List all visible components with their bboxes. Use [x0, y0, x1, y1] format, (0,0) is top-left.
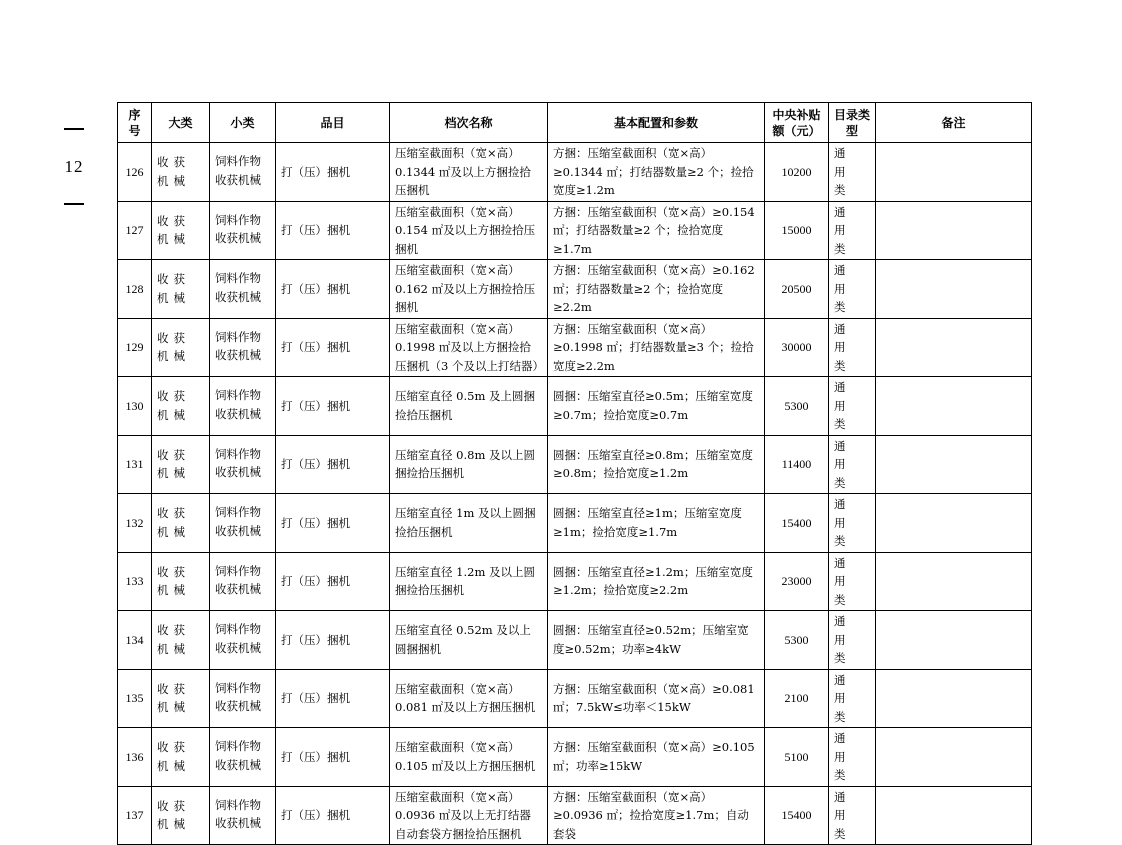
row-category: 收获机械 [152, 552, 210, 611]
row-number: 128 [118, 260, 152, 319]
table-row [118, 611, 1032, 670]
row-category: 收获机械 [152, 260, 210, 319]
row-subcategory: 饲料作物收获机械 [210, 611, 276, 670]
row-number: 137 [118, 786, 152, 845]
row-type: 通用类 [829, 611, 876, 670]
table-row [118, 669, 1032, 728]
row-grade-name: 压缩室截面积（宽×高）0.162 ㎡及以上方捆捡拾压捆机 [390, 260, 548, 319]
row-params: 圆捆：压缩室直径≥1m；压缩室宽度≥1m；捡拾宽度≥1.7m [548, 494, 765, 553]
row-subsidy: 15400 [765, 494, 829, 553]
row-note [876, 260, 1032, 319]
row-item: 打（压）捆机 [276, 552, 390, 611]
row-grade-name: 压缩室直径 1m 及以上圆捆捡拾压捆机 [390, 494, 548, 553]
row-subsidy: 23000 [765, 552, 829, 611]
subsidy-table [117, 102, 1032, 845]
row-params: 圆捆：压缩室直径≥0.8m；压缩室宽度≥0.8m；捡拾宽度≥1.2m [548, 435, 765, 494]
row-number: 130 [118, 377, 152, 436]
row-subcategory: 饲料作物收获机械 [210, 143, 276, 202]
table-row [118, 728, 1032, 787]
page-number-dash-bottom [64, 203, 84, 205]
header-grade-name: 档次名称 [390, 103, 548, 143]
header-subcategory: 小类 [210, 103, 276, 143]
row-category: 收获机械 [152, 201, 210, 260]
row-subcategory: 饲料作物收获机械 [210, 786, 276, 845]
table-row [118, 143, 1032, 202]
table-row [118, 260, 1032, 319]
row-type: 通用类 [829, 669, 876, 728]
row-number: 133 [118, 552, 152, 611]
row-type: 通用类 [829, 260, 876, 319]
row-category: 收获机械 [152, 318, 210, 377]
row-note [876, 435, 1032, 494]
row-item: 打（压）捆机 [276, 786, 390, 845]
row-grade-name: 压缩室截面积（宽×高）0.105 ㎡及以上方捆压捆机 [390, 728, 548, 787]
row-note [876, 494, 1032, 553]
row-subcategory: 饲料作物收获机械 [210, 669, 276, 728]
row-type: 通用类 [829, 494, 876, 553]
row-params: 方捆：压缩室截面积（宽×高）≥0.162 ㎡；打结器数量≥2 个；捡拾宽度≥2.2m [548, 260, 765, 319]
row-category: 收获机械 [152, 669, 210, 728]
row-note [876, 728, 1032, 787]
header-no: 序号 [118, 103, 152, 143]
table-row [118, 552, 1032, 611]
row-subsidy: 5100 [765, 728, 829, 787]
row-params: 圆捆：压缩室直径≥0.5m；压缩室宽度≥0.7m；捡拾宽度≥0.7m [548, 377, 765, 436]
page-number [54, 128, 94, 205]
row-grade-name: 压缩室截面积（宽×高）0.1344 ㎡及以上方捆捡拾压捆机 [390, 143, 548, 202]
row-item: 打（压）捆机 [276, 260, 390, 319]
header-subsidy: 中央补贴额（元） [765, 103, 829, 143]
row-subcategory: 饲料作物收获机械 [210, 494, 276, 553]
row-grade-name: 压缩室截面积（宽×高）0.0936 ㎡及以上无打结器自动套袋方捆捡拾压捆机 [390, 786, 548, 845]
row-subsidy: 11400 [765, 435, 829, 494]
row-number: 131 [118, 435, 152, 494]
row-item: 打（压）捆机 [276, 201, 390, 260]
row-subsidy: 2100 [765, 669, 829, 728]
row-note [876, 201, 1032, 260]
row-item: 打（压）捆机 [276, 669, 390, 728]
table-row [118, 201, 1032, 260]
row-type: 通用类 [829, 728, 876, 787]
row-type: 通用类 [829, 201, 876, 260]
row-note [876, 143, 1032, 202]
row-item: 打（压）捆机 [276, 494, 390, 553]
row-note [876, 552, 1032, 611]
header-item: 品目 [276, 103, 390, 143]
row-params: 方捆：压缩室截面积（宽×高）≥0.105 ㎡；功率≥15kW [548, 728, 765, 787]
row-number: 127 [118, 201, 152, 260]
row-params: 方捆：压缩室截面积（宽×高）≥0.1344 ㎡；打结器数量≥2 个；捡拾宽度≥1.2m [548, 143, 765, 202]
row-params: 方捆：压缩室截面积（宽×高）≥0.081 ㎡；7.5kW≤功率＜15kW [548, 669, 765, 728]
row-number: 129 [118, 318, 152, 377]
row-subsidy: 15400 [765, 786, 829, 845]
row-grade-name: 压缩室截面积（宽×高）0.081 ㎡及以上方捆压捆机 [390, 669, 548, 728]
row-note [876, 318, 1032, 377]
row-note [876, 611, 1032, 670]
row-subcategory: 饲料作物收获机械 [210, 318, 276, 377]
table-row [118, 377, 1032, 436]
row-number: 126 [118, 143, 152, 202]
row-type: 通用类 [829, 435, 876, 494]
row-item: 打（压）捆机 [276, 143, 390, 202]
row-subsidy: 15000 [765, 201, 829, 260]
row-params: 方捆：压缩室截面积（宽×高）≥0.0936 ㎡；捡拾宽度≥1.7m；自动套袋 [548, 786, 765, 845]
row-grade-name: 压缩室截面积（宽×高）0.1998 ㎡及以上方捆捡拾压捆机（3 个及以上打结器） [390, 318, 548, 377]
row-type: 通用类 [829, 318, 876, 377]
row-params: 圆捆：压缩室直径≥0.52m；压缩室宽度≥0.52m；功率≥4kW [548, 611, 765, 670]
row-note [876, 669, 1032, 728]
row-item: 打（压）捆机 [276, 318, 390, 377]
row-item: 打（压）捆机 [276, 377, 390, 436]
table-row [118, 318, 1032, 377]
row-subcategory: 饲料作物收获机械 [210, 728, 276, 787]
row-grade-name: 压缩室直径 0.52m 及以上圆捆捆机 [390, 611, 548, 670]
page-number-value: 12 [64, 157, 84, 176]
row-grade-name: 压缩室截面积（宽×高）0.154 ㎡及以上方捆捡拾压捆机 [390, 201, 548, 260]
row-subsidy: 5300 [765, 377, 829, 436]
row-category: 收获机械 [152, 143, 210, 202]
table-row [118, 435, 1032, 494]
row-number: 135 [118, 669, 152, 728]
row-subcategory: 饲料作物收获机械 [210, 377, 276, 436]
row-category: 收获机械 [152, 611, 210, 670]
row-subcategory: 饲料作物收获机械 [210, 435, 276, 494]
row-category: 收获机械 [152, 435, 210, 494]
row-subsidy: 30000 [765, 318, 829, 377]
header-note: 备注 [876, 103, 1032, 143]
row-item: 打（压）捆机 [276, 728, 390, 787]
row-grade-name: 压缩室直径 0.5m 及上圆捆捡拾压捆机 [390, 377, 548, 436]
header-type: 目录类型 [829, 103, 876, 143]
row-subcategory: 饲料作物收获机械 [210, 552, 276, 611]
row-subsidy: 5300 [765, 611, 829, 670]
row-category: 收获机械 [152, 728, 210, 787]
row-subcategory: 饲料作物收获机械 [210, 201, 276, 260]
row-params: 方捆：压缩室截面积（宽×高）≥0.1998 ㎡；打结器数量≥3 个；捡拾宽度≥2.2m [548, 318, 765, 377]
row-grade-name: 压缩室直径 0.8m 及以上圆捆捡拾压捆机 [390, 435, 548, 494]
row-type: 通用类 [829, 552, 876, 611]
table-body [118, 143, 1032, 845]
row-params: 方捆：压缩室截面积（宽×高）≥0.154 ㎡；打结器数量≥2 个；捡拾宽度≥1.7m [548, 201, 765, 260]
row-subsidy: 20500 [765, 260, 829, 319]
row-subcategory: 饲料作物收获机械 [210, 260, 276, 319]
table-row [118, 786, 1032, 845]
row-type: 通用类 [829, 143, 876, 202]
row-category: 收获机械 [152, 377, 210, 436]
row-note [876, 377, 1032, 436]
row-type: 通用类 [829, 786, 876, 845]
row-number: 136 [118, 728, 152, 787]
table-row [118, 494, 1032, 553]
row-grade-name: 压缩室直径 1.2m 及以上圆捆捡拾压捆机 [390, 552, 548, 611]
row-number: 134 [118, 611, 152, 670]
row-note [876, 786, 1032, 845]
row-item: 打（压）捆机 [276, 435, 390, 494]
row-subsidy: 10200 [765, 143, 829, 202]
row-type: 通用类 [829, 377, 876, 436]
row-category: 收获机械 [152, 494, 210, 553]
header-category: 大类 [152, 103, 210, 143]
row-number: 132 [118, 494, 152, 553]
page-number-dash-top [64, 128, 84, 130]
row-category: 收获机械 [152, 786, 210, 845]
row-params: 圆捆：压缩室直径≥1.2m；压缩室宽度≥1.2m；捡拾宽度≥2.2m [548, 552, 765, 611]
header-params: 基本配置和参数 [548, 103, 765, 143]
table-header-row [118, 103, 1032, 143]
row-item: 打（压）捆机 [276, 611, 390, 670]
